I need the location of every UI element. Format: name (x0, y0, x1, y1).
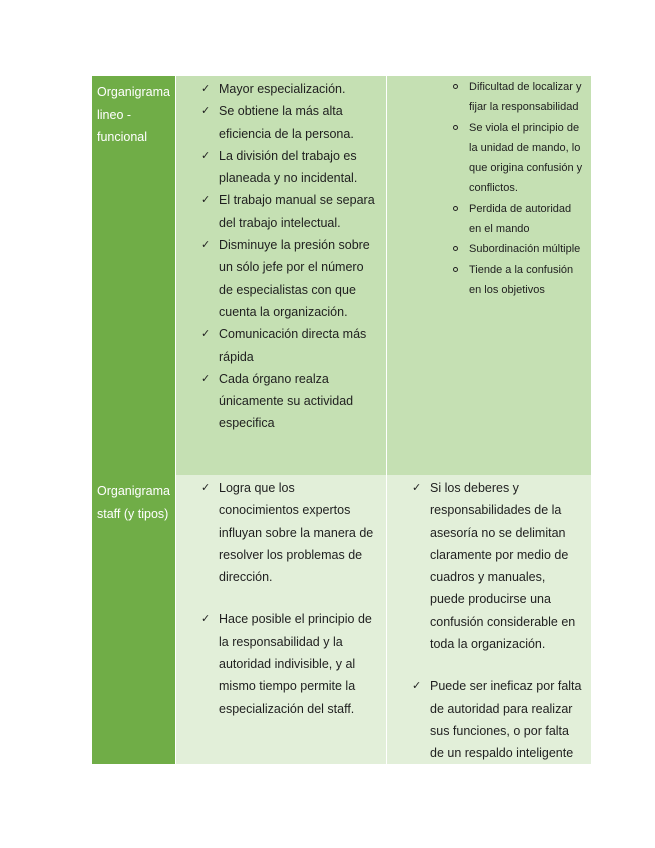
row-header-staff: Organigrama staff (y tipos) (92, 475, 176, 764)
disadvantages-cell-staff (387, 475, 591, 764)
disadvantages-cell-lineo-funcional (387, 76, 591, 475)
list-item: Tiende a la confusión en los objetivos (387, 260, 585, 301)
list-item: ✓ La división del trabajo es planeada y no incidental. (176, 145, 378, 190)
list-item: ✓ Si los deberes y responsabilidades de la asesoría no se delimitan claramente por medio de cuadros y manuales, puede producirse una confusión considerable en toda la organización. (387, 477, 583, 655)
list-item: ✓ Se obtiene la más alta eficiencia de la persona. (176, 100, 378, 145)
comparison-table (92, 76, 591, 764)
list-item: ✓ Logra que los conocimientos expertos influyan sobre la manera de resolver los problemas de dirección. (176, 477, 378, 588)
advantages-cell-staff (176, 475, 387, 764)
list-item: ✓ El trabajo manual se separa del trabajo intelectual. (176, 189, 378, 234)
list-item: Perdida de autoridad en el mando (387, 199, 585, 240)
row-header-lineo-funcional: Organigrama lineo - funcional (92, 76, 176, 475)
advantages-list (176, 475, 386, 720)
list-item: ✓ Cada órgano realza únicamente su actividad especifica (176, 368, 378, 435)
advantages-list (176, 76, 386, 435)
disadvantages-list (387, 76, 591, 300)
list-item: ✓ Comunicación directa más rápida (176, 323, 378, 368)
list-item: ✓ Hace posible el principio de la responsabilidad y la autoridad indivisible, y al mismo tiempo permite la especialización del staff. (176, 608, 378, 719)
list-item: ✓ Disminuye la presión sobre un sólo jefe por el número de especialistas con que cuenta la organización. (176, 234, 378, 323)
list-item: Dificultad de localizar y fijar la responsabilidad (387, 77, 585, 118)
list-item: ✓ Puede ser ineficaz por falta de autoridad para realizar sus funciones, o por falta de un respaldo inteligente (387, 675, 583, 764)
list-item: Subordinación múltiple (387, 239, 585, 259)
list-item: ✓ Mayor especialización. (176, 78, 378, 100)
disadvantages-list (387, 475, 591, 765)
list-item: Se viola el principio de la unidad de mando, lo que origina confusión y conflictos. (387, 118, 585, 199)
advantages-cell-lineo-funcional (176, 76, 387, 475)
